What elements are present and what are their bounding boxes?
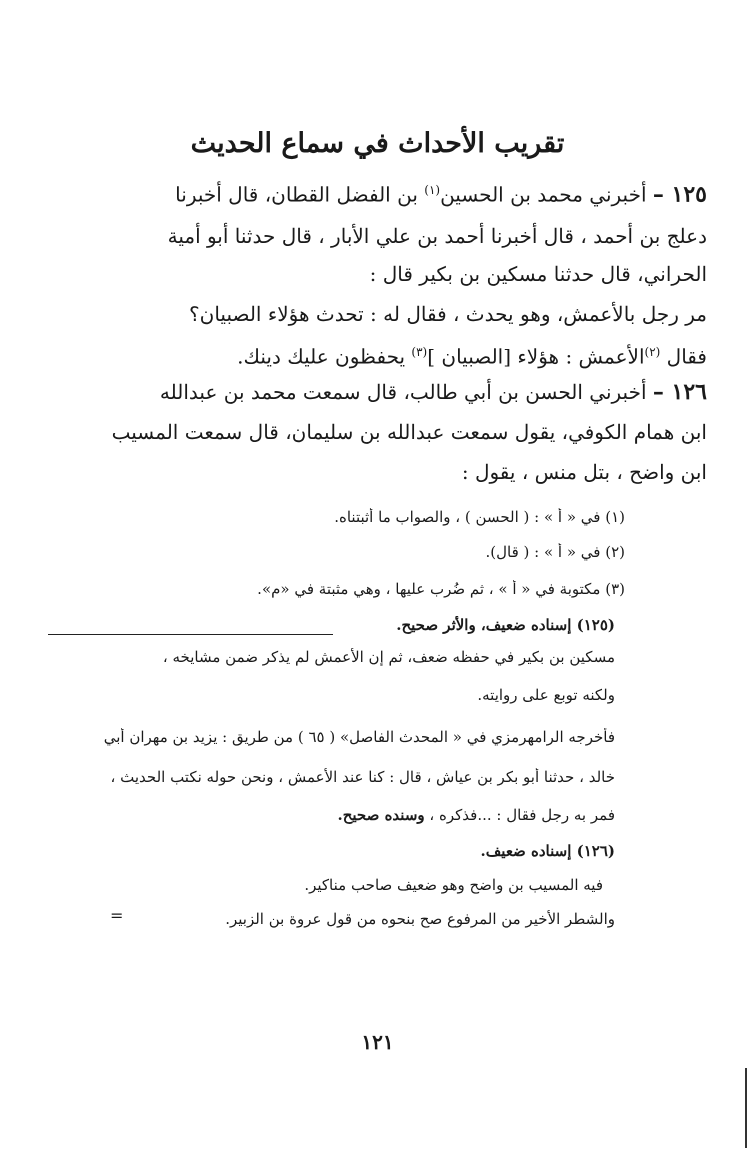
- continuation-mark: =: [110, 906, 124, 925]
- footnotes: [60, 508, 625, 608]
- main-line-7: ابن همام الكوفي، يقول سمعت عبدالله بن سليمان، قال سمعت المسيب: [111, 420, 707, 444]
- main-text: [48, 176, 707, 376]
- hadith-number: ١٢٦ –: [652, 379, 707, 405]
- commentary-heading-125: (١٢٥) إسناده ضعيف، والأثر صحيح.: [396, 616, 615, 634]
- page-number: ١٢١: [361, 1030, 394, 1054]
- main-line-8: ابن واضح ، بتل منس ، يقول :: [461, 460, 707, 484]
- main-line-1: ١٢٥ – أخبرني محمد بن الحسين$^{(١)}$ بن الفضل القطان، قال أخبرنا: [175, 181, 707, 208]
- commentary-line-6: فيه المسيب بن واضح وهو ضعيف صاحب مناكير.: [304, 876, 603, 894]
- footnote-ref: (١): [424, 183, 441, 197]
- main-line-4: مر رجل بالأعمش، وهو يحدث ، فقال له : تحدث هؤلاء الصبيان؟: [189, 302, 707, 326]
- footnote-1: (١) في « أ » : ( الحسن ) ، والصواب ما أثبتناه.: [334, 508, 625, 526]
- commentary-line-3: فأخرجه الرامهرمزي في « المحدث الفاصل» ( ٦٥ ) من طريق : يزيد بن مهران أبي: [103, 728, 615, 746]
- page-title: تقريب الأحداث في سماع الحديث: [190, 128, 565, 159]
- commentary-line-7: والشطر الأخير من المرفوع صح بنحوه من قول عروة بن الزبير.: [225, 910, 615, 928]
- commentary-heading-126: (١٢٦) إسناده ضعيف.: [480, 842, 615, 860]
- commentary-line-1: مسكين بن بكير في حفظه ضعف، ثم إن الأعمش لم يذكر ضمن مشايخه ،: [162, 648, 615, 666]
- commentary-body: [100, 648, 615, 948]
- main-line-2: دعلج بن أحمد ، قال أخبرنا أحمد بن علي الأبار ، قال حدثنا أبو أمية: [167, 224, 707, 248]
- main-line-6: ١٢٦ – أخبرني الحسن بن أبي طالب، قال سمعت محمد بن عبدالله: [159, 379, 707, 405]
- commentary-line-4: خالد ، حدثنا أبو بكر بن عياش ، قال : كنا عند الأعمش ، ونحن حوله نكتب الحديث ،: [110, 768, 615, 786]
- footnote-2: (٢) في « أ » : ( قال).: [485, 543, 625, 561]
- commentary-line-5: فمر به رجل فقال : ...فذكره ، وسنده صحيح.: [337, 806, 615, 824]
- commentary-line-2: ولكنه توبع على روايته.: [477, 686, 615, 704]
- footnote-3: (٣) مكتوبة في « أ » ، ثم ضُرب عليها ، وهي مثبتة في «م».: [257, 580, 625, 598]
- main-line-3: الحراني، قال حدثنا مسكين بن بكير قال :: [369, 262, 707, 286]
- footnote-ref: (٣): [411, 345, 428, 359]
- footnote-ref: (٢): [644, 345, 661, 359]
- page-edge-line: [745, 1068, 747, 1148]
- main-line-5: فقال $^{(٢)}$الأعمش : هؤلاء [الصبيان ]$^{(٣)}$ يحفظون عليك دينك.: [237, 344, 707, 369]
- main-text-2: [48, 378, 707, 508]
- hadith-number: ١٢٥ –: [652, 181, 707, 208]
